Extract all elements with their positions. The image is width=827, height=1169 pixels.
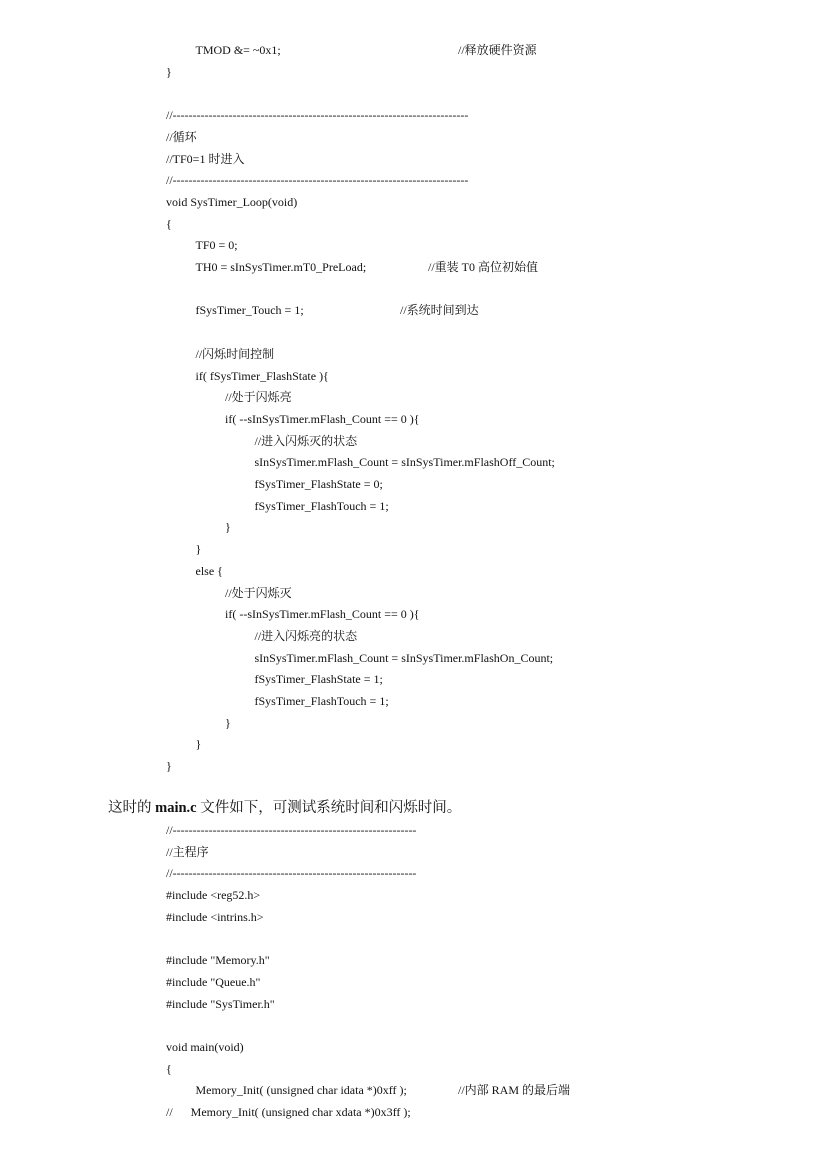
intro-text-before: 这时的 bbox=[108, 800, 156, 816]
code-line: } bbox=[225, 715, 231, 730]
code-line: #include "Queue.h" bbox=[166, 974, 261, 989]
code-line: fSysTimer_FlashState = 1; bbox=[254, 672, 383, 687]
code-line: void main(void) bbox=[166, 1040, 244, 1054]
code-line: //TF0=1 时进入 bbox=[166, 151, 245, 166]
code-line: TMOD &= ~0x1; bbox=[195, 43, 281, 57]
code-line: } bbox=[166, 64, 172, 79]
code-line: fSysTimer_Touch = 1; bbox=[195, 303, 304, 318]
code-line: // Memory_Init( (unsigned char xdata *)0x3ff ); bbox=[166, 1105, 411, 1120]
code-line: fSysTimer_FlashState = 0; bbox=[254, 477, 383, 491]
code-line: } bbox=[195, 542, 202, 557]
code-comment: //重装 T0 高位初始值 bbox=[428, 260, 538, 274]
intro-text-after: 文件如下，可测试系统时间和闪烁时间。 bbox=[196, 800, 462, 816]
code-line: #include <reg52.h> bbox=[166, 888, 261, 903]
code-line: //处于闪烁亮 bbox=[225, 390, 292, 405]
code-line: //闪烁时间控制 bbox=[195, 346, 275, 361]
code-line: void SysTimer_Loop(void) bbox=[166, 194, 298, 209]
code-line: TH0 = sInSysTimer.mT0_PreLoad; bbox=[195, 260, 367, 274]
code-line: sInSysTimer.mFlash_Count = sInSysTimer.mFlashOn_Count; bbox=[254, 650, 554, 665]
code-line: //------------------------------------------------------------- bbox=[166, 866, 417, 881]
code-line: } bbox=[166, 759, 172, 774]
code-line: //进入闪烁亮的状态 bbox=[254, 628, 358, 643]
filename-main-c: main.c bbox=[155, 800, 197, 816]
code-line: //循环 bbox=[166, 129, 197, 144]
code-line: if( --sInSysTimer.mFlash_Count == 0 ){ bbox=[225, 411, 420, 426]
code-line: //-------------------------------------------------------------------------- bbox=[166, 108, 469, 123]
code-line: #include <intrins.h> bbox=[166, 909, 264, 924]
code-line: { bbox=[166, 1061, 172, 1076]
code-line: else { bbox=[195, 563, 223, 578]
code-line: TF0 = 0; bbox=[195, 238, 238, 253]
code-line: if( --sInSysTimer.mFlash_Count == 0 ){ bbox=[225, 607, 420, 622]
code-line: //------------------------------------------------------------- bbox=[166, 823, 417, 837]
code-line: #include "SysTimer.h" bbox=[166, 996, 275, 1011]
code-line: sInSysTimer.mFlash_Count = sInSysTimer.mFlashOff_Count; bbox=[254, 455, 555, 470]
code-line: //处于闪烁灭 bbox=[225, 585, 292, 600]
code-line: } bbox=[195, 737, 202, 752]
code-comment: //内部 RAM 的最后端 bbox=[458, 1083, 571, 1098]
code-line: #include "Memory.h" bbox=[166, 953, 270, 968]
code-line: fSysTimer_FlashTouch = 1; bbox=[254, 498, 389, 513]
code-line: Memory_Init( (unsigned char idata *)0xff ); bbox=[195, 1083, 407, 1098]
code-line: { bbox=[166, 216, 172, 231]
code-comment: //释放硬件资源 bbox=[458, 43, 537, 57]
main-c-intro-paragraph bbox=[108, 799, 461, 817]
code-line: } bbox=[225, 520, 231, 535]
code-line: //-------------------------------------------------------------------------- bbox=[166, 173, 469, 188]
code-line: fSysTimer_FlashTouch = 1; bbox=[254, 694, 389, 708]
code-comment: //系统时间到达 bbox=[400, 303, 479, 318]
code-line: //进入闪烁灭的状态 bbox=[254, 433, 358, 448]
code-line: //主程序 bbox=[166, 844, 209, 859]
code-line: if( fSysTimer_FlashState ){ bbox=[195, 368, 329, 383]
